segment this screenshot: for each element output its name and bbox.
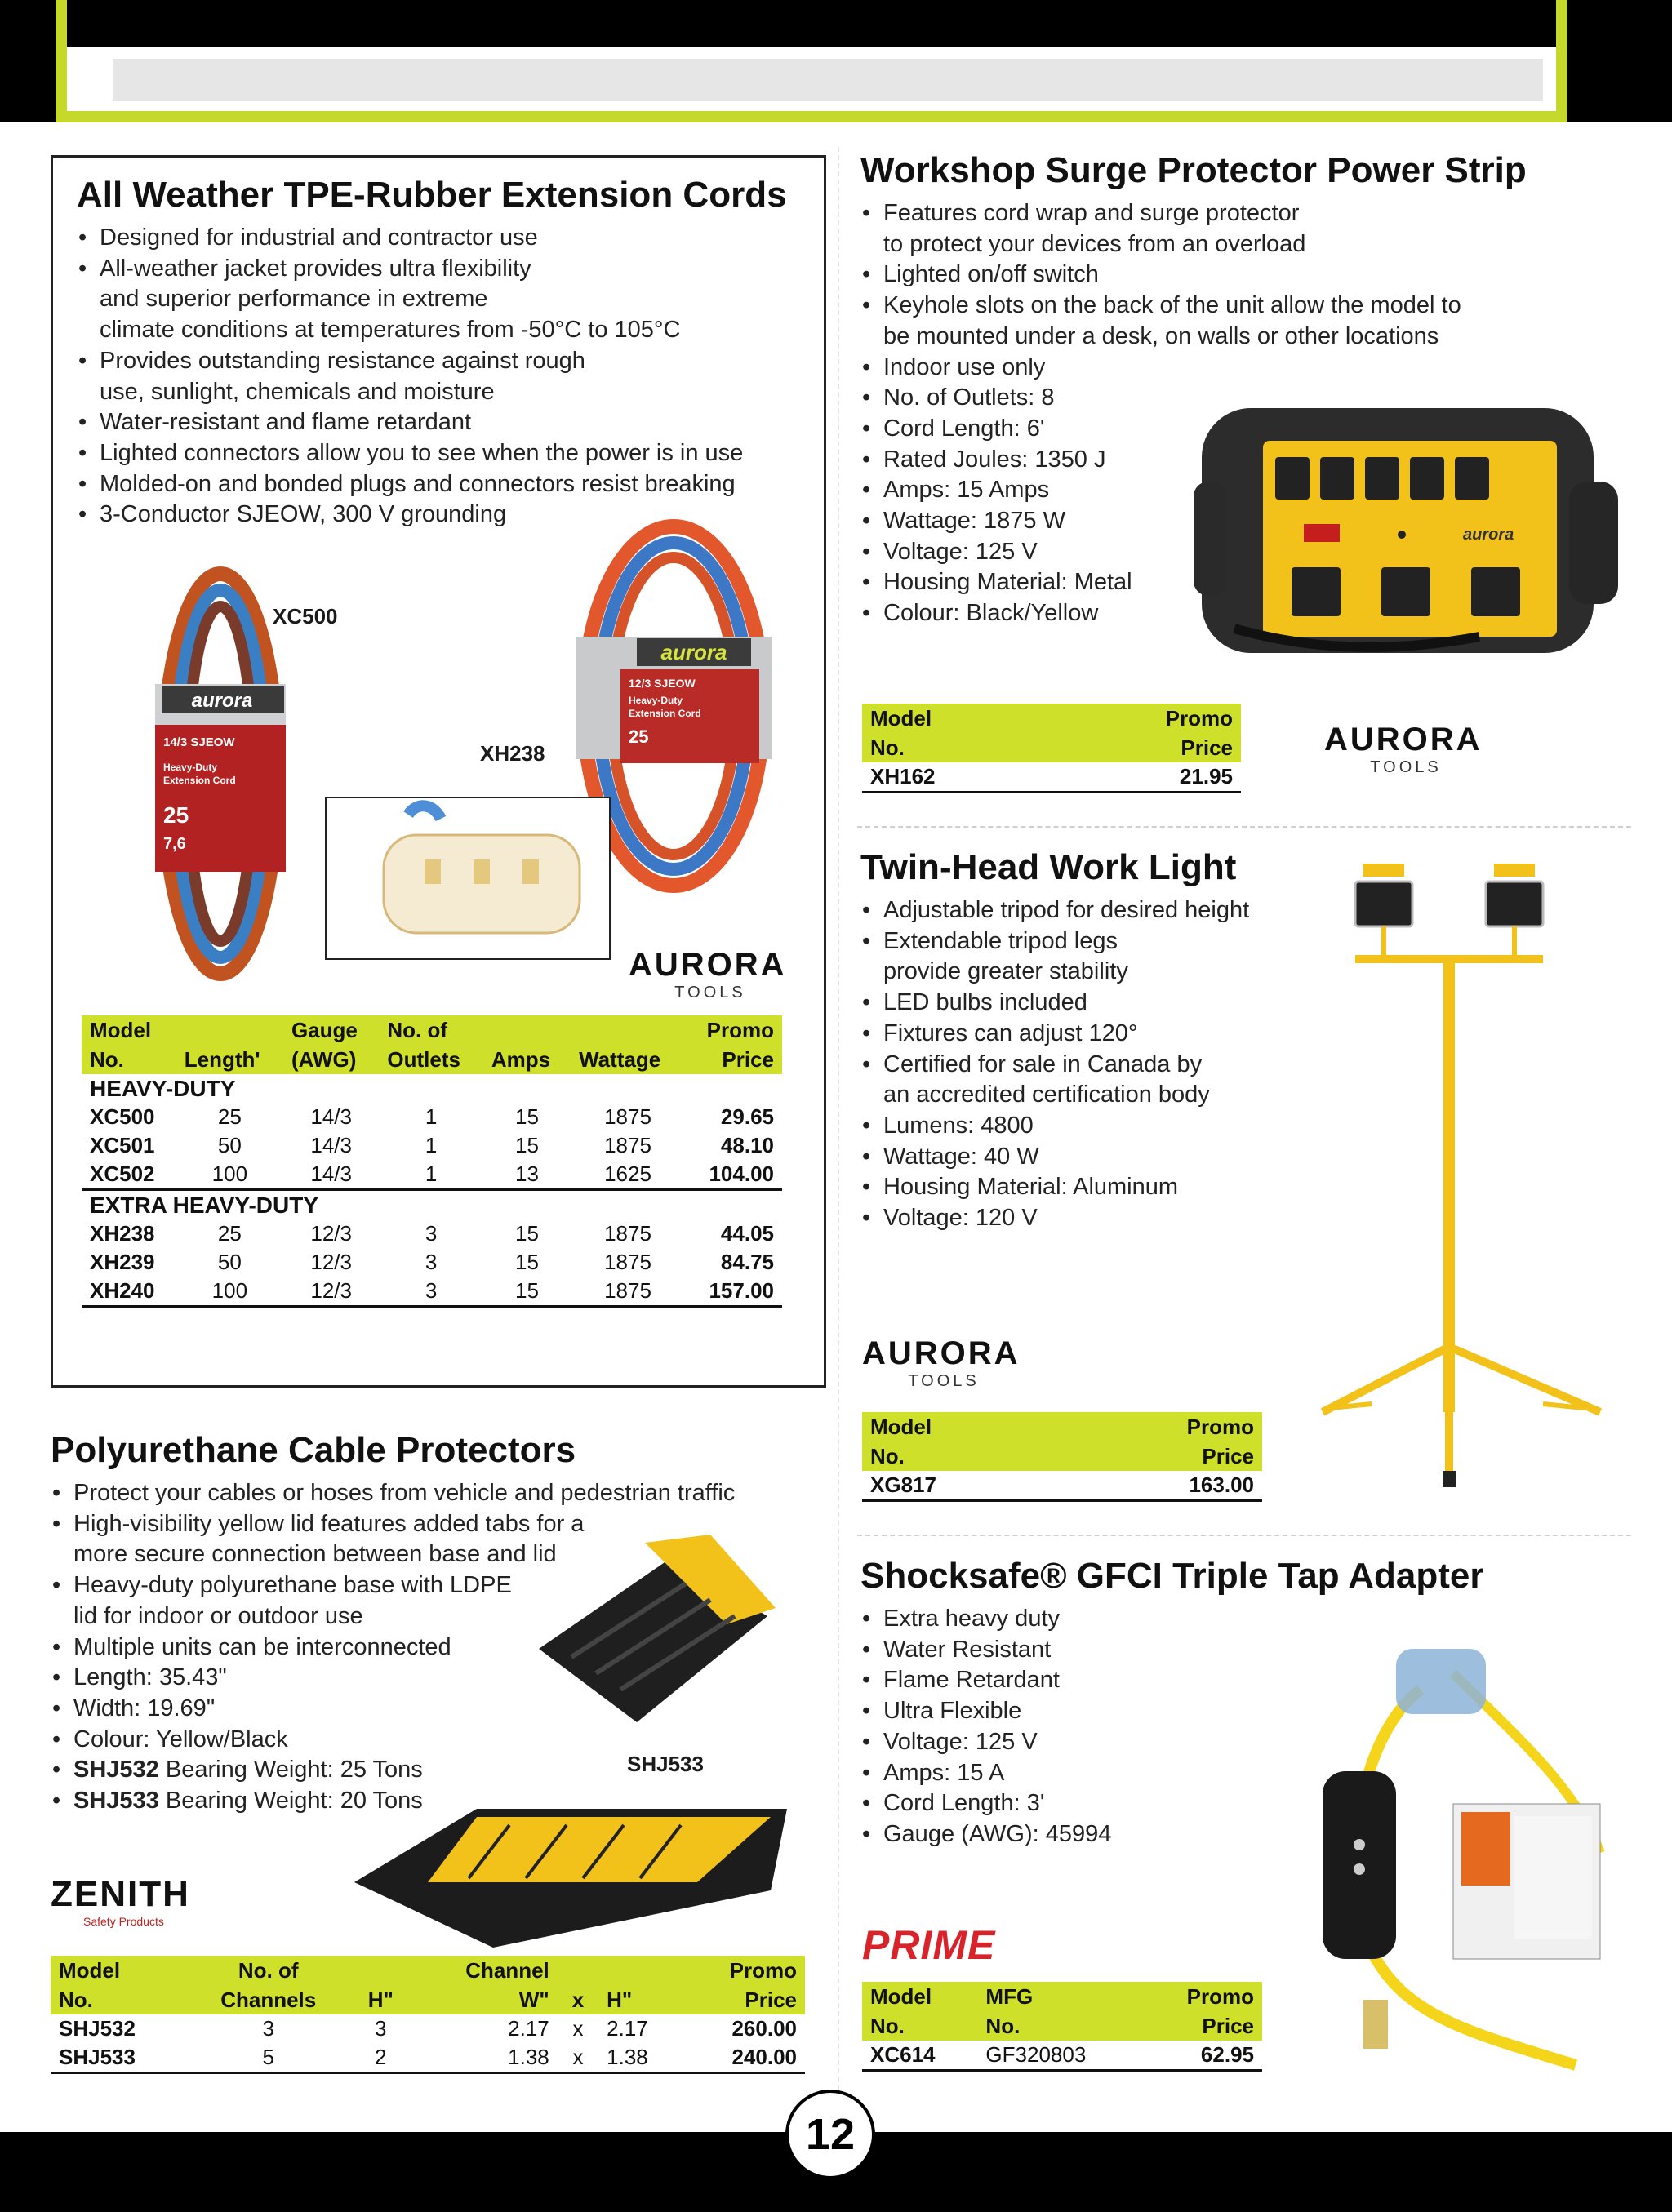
divider [857,1535,1631,1536]
th-mfg-no: No. [977,2011,1143,2041]
feature-item [860,1819,1111,1850]
table-cell: 157.00 [685,1277,782,1307]
header-accent-left [56,0,67,122]
table-cell: XC614 [862,2041,977,2071]
table-cell: 15 [515,1221,539,1246]
th-model: Model [82,1015,176,1045]
feature-item [860,1635,1111,1666]
table-cell: 29.65 [720,1104,774,1129]
table-cell: 1.38 [411,2043,558,2073]
table-cell: 3 [379,1277,482,1307]
table-cell: 240.00 [683,2043,805,2073]
table-cell: 15 [515,1133,539,1157]
surge-spec-table [862,704,1241,793]
zenith-subtitle: Safety Products [83,1915,164,1928]
table-row [51,2014,805,2043]
th-promo: Promo [683,1956,805,1985]
feature-item [860,1727,1111,1758]
feature-line: • Voltage: 125 V [883,538,1038,565]
feature-line: more secure connection between base and lid [73,1541,557,1568]
table-row [82,1219,782,1248]
light-aurora-logo [862,1335,1025,1391]
table-cell: 1875 [604,1133,651,1157]
table-cell: 25 [217,1104,242,1129]
th-model: Model [862,1982,977,2011]
gfci-spec-table-wrap [862,1982,1262,2072]
feature-line: • Length: 35.43" [73,1664,227,1691]
xc500-label: XC500 [273,604,338,629]
table-cell: 62.95 [1144,2041,1263,2071]
th-mfg: MFG [977,1982,1143,2011]
table-cell: 50 [217,1250,242,1274]
svg-text:25: 25 [163,802,189,828]
feature-item [860,1019,1249,1050]
table-cell: x [558,2043,598,2073]
table-cell: SHJ532 [59,2016,136,2041]
table-cell: 44.05 [720,1221,774,1246]
feature-line: • Indoor use only [883,353,1046,380]
th-price: Price [1049,733,1241,762]
table-cell: 1625 [571,1160,685,1190]
th-model: Model [862,1412,1061,1441]
th-no: No. [862,1441,1061,1471]
feature-item [860,1665,1111,1696]
table-cell: XH238 [90,1221,155,1246]
th-price: Price [683,1985,805,2014]
header-accent-right [1556,0,1568,122]
light-spec-table [862,1412,1262,1502]
svg-text:Extension Cord: Extension Cord [163,775,236,786]
feature-line: • Extra heavy duty [883,1606,1060,1632]
table-row [82,1131,782,1160]
table-cell: 2.17 [607,2016,648,2041]
aurora-brand: AURORA [1324,722,1483,757]
table-cell: XH240 [82,1277,176,1307]
feature-item [860,1111,1249,1142]
feature-line: • Flame Retardant [883,1667,1060,1694]
table-cell: 1875 [604,1221,651,1246]
svg-text:7,6: 7,6 [163,835,186,853]
th-no: No. [862,2011,977,2041]
table-cell: 12/3 [310,1221,352,1246]
th-outlets: No. of [379,1015,482,1045]
surge-product-brand: aurora [1463,526,1514,544]
th-model: Model [51,1956,187,1985]
feature-line: • Width: 19.69" [73,1695,216,1721]
table-cell: GF320803 [977,2041,1143,2071]
table-row [82,1248,782,1277]
feature-item [860,926,1249,988]
bearing-text: Bearing Weight: 20 Tons [158,1787,423,1814]
light-feature-list [860,895,1249,1234]
table-cell: XC500 [90,1104,155,1129]
table-cell: 1875 [604,1250,651,1274]
feature-item [860,1050,1249,1111]
table-cell: 1875 [604,1104,651,1129]
th-no: No. [82,1045,176,1074]
feature-item [860,260,1461,291]
th-blank [598,1956,683,1985]
feature-line: • Water-resistant and flame retardant [100,409,472,436]
feature-line: • Protect your cables or hoses from vehicle and pedestrian traffic [73,1480,736,1506]
feature-line: • Housing Material: Metal [883,569,1132,596]
gfci-product-image [1306,1641,1616,2102]
table-cell: 12/3 [310,1250,352,1274]
svg-text:aurora: aurora [191,690,253,712]
table-cell: 5 [187,2043,350,2073]
th-model: Model [862,704,1049,733]
th-gauge: Gauge [283,1015,379,1045]
feature-line: • Ultra Flexible [883,1698,1022,1725]
table-cell: XC501 [90,1133,155,1157]
th-channels: No. of [187,1956,350,1985]
th-blank [558,1956,598,1985]
feature-line: • Amps: 15 A [883,1759,1005,1786]
feature-line: • Heavy-duty polyurethane base with LDPE [73,1572,512,1599]
feature-line: an accredited certification body [883,1082,1210,1108]
th-price: Price [1144,2011,1263,2041]
th-length: Length' [176,1045,283,1074]
feature-line: and superior performance in extreme [100,286,488,313]
aurora-brand: AURORA [629,947,787,983]
column-divider [838,147,839,2130]
table-row [82,1160,782,1190]
bearing-model: SHJ532 [73,1757,159,1783]
table-cell: 14/3 [310,1104,352,1129]
table-cell: 1875 [571,1277,685,1307]
feature-item [860,1203,1249,1234]
cords-title: All Weather TPE-Rubber Extension Cords [77,175,787,215]
zenith-brand: ZENITH [51,1874,190,1914]
xc500-product-image [155,562,286,990]
surge-product-image [1185,392,1626,673]
table-row [862,1471,1262,1501]
aurora-brand: AURORA [862,1335,1021,1371]
table-cell: 15 [483,1277,571,1307]
light-spec-table-wrap [862,1412,1262,1502]
aurora-tools-text: TOOLS [674,984,746,1002]
svg-text:Extension Cord: Extension Cord [629,708,701,719]
feature-item [77,469,743,500]
header-accent-bottom [56,111,1568,122]
feature-line: • Cord Length: 3' [883,1790,1045,1817]
feature-line: • Designed for industrial and contractor use [100,224,538,251]
feature-line: • Lighted on/off switch [883,261,1099,288]
aurora-tools-text: TOOLS [1370,758,1442,776]
table-row [82,1277,782,1307]
feature-line: • Voltage: 120 V [883,1205,1038,1232]
svg-text:Heavy-Duty: Heavy-Duty [163,762,218,773]
feature-line: • Colour: Black/Yellow [883,600,1099,627]
feature-item [860,291,1461,352]
surge-aurora-logo [1324,722,1487,777]
cable-spec-table-wrap [51,1956,805,2074]
aurora-tools-text: TOOLS [908,1372,980,1390]
page-number: 12 [785,2090,875,2179]
svg-text:12/3 SJEOW: 12/3 SJEOW [629,677,696,690]
gfci-feature-list [860,1604,1111,1850]
feature-item [860,1758,1111,1789]
feature-line: lid for indoor or outdoor use [73,1602,363,1629]
table-cell: 50 [217,1133,242,1157]
bearing-item [51,1755,423,1786]
feature-line: use, sunlight, chemicals and moisture [100,378,495,405]
feature-line: be mounted under a desk, on walls or other locations [883,322,1439,349]
table-cell: SHJ533 [51,2043,187,2073]
feature-item [77,407,743,438]
table-cell: 21.95 [1049,762,1241,793]
feature-item [860,198,1461,260]
table-row [51,2043,805,2073]
th-awg: (AWG) [283,1045,379,1074]
feature-item [860,1172,1249,1203]
cable-title: Polyurethane Cable Protectors [51,1430,576,1470]
feature-item [860,1142,1249,1173]
feature-item [860,353,1461,384]
feature-line: • Voltage: 125 V [883,1728,1038,1755]
th-promo: Promo [1144,1982,1263,2011]
cords-spec-table [82,1015,782,1308]
prime-brand: PRIME [862,1922,996,1968]
feature-line: • Cord Length: 6' [883,415,1045,442]
table-cell: 100 [176,1277,283,1307]
th-blank [176,1015,283,1045]
th-blank [571,1015,685,1045]
table-cell: XH239 [90,1250,155,1274]
feature-line: • Colour: Yellow/Black [73,1726,288,1752]
th-wattage: Wattage [571,1045,685,1074]
table-row [862,762,1241,793]
table-cell: 2.17 [508,2016,549,2041]
feature-line: • High-visibility yellow lid features added tabs for a [73,1510,585,1537]
feature-item [77,223,743,254]
feature-line: • Rated Joules: 1350 J [883,446,1106,473]
shj533-label: SHJ533 [627,1752,704,1776]
section-extra-heavy-duty: EXTRA HEAVY-DUTY [82,1190,782,1220]
feature-line: • Housing Material: Aluminum [883,1174,1179,1201]
table-cell: 1 [425,1104,438,1129]
th-promo: Promo [1049,704,1241,733]
feature-line: • Amps: 15 Amps [883,477,1050,504]
feature-item [77,254,743,346]
cords-spec-table-wrap [82,1015,782,1308]
table-cell: 14/3 [310,1133,352,1157]
header-grey-bar [113,59,1543,101]
light-product-image [1298,857,1625,1514]
feature-item [77,346,743,407]
feature-line: to protect your devices from an overload [883,230,1306,257]
table-cell: 1 [425,1133,438,1157]
th-channel: Channel [411,1956,558,1985]
feature-line: • Water Resistant [883,1636,1052,1663]
table-cell: 260.00 [732,2016,797,2041]
table-cell: x [572,2016,584,2041]
table-cell: 3 [262,2016,274,2041]
section-heavy-duty: HEAVY-DUTY [90,1076,236,1101]
feature-line: • Extendable tripod legs [883,927,1118,954]
feature-line: • Multiple units can be interconnected [73,1633,451,1660]
gfci-spec-table [862,1982,1262,2072]
table-cell: 25 [217,1221,242,1246]
feature-line: • Lumens: 4800 [883,1112,1034,1139]
th-no: No. [51,1985,187,2014]
feature-line: • Provides outstanding resistance against rough [100,347,585,374]
table-cell: 3 [425,1221,438,1246]
th-w: W" [411,1985,558,2014]
table-cell: 2 [350,2043,411,2073]
surge-spec-table-wrap [862,704,1241,793]
feature-line: • Wattage: 40 W [883,1143,1039,1170]
header-frame-left [67,47,100,111]
feature-item [860,988,1249,1019]
th-outlets2: Outlets [379,1045,482,1074]
table-cell: XC502 [82,1160,176,1190]
feature-line: • All-weather jacket provides ultra flexibility [100,255,531,282]
table-cell: 15 [515,1250,539,1274]
th-promo: Promo [1061,1412,1262,1441]
bearing-text: Bearing Weight: 25 Tons [158,1757,423,1783]
th-x: x [558,1985,598,2014]
prime-logo [862,1921,995,1969]
feature-item [860,1696,1111,1727]
divider [857,826,1631,828]
th-channels2: Channels [187,1985,350,2014]
th-blank [350,1956,411,1985]
feature-line: • Keyhole slots on the back of the unit allow the model to [883,292,1461,319]
feature-item [51,1478,735,1509]
table-cell: XG817 [862,1471,1061,1501]
th-h: H" [350,1985,411,2014]
cable-spec-table [51,1956,805,2074]
feature-line: • No. of Outlets: 8 [883,384,1055,411]
feature-line: • Fixtures can adjust 120° [883,1019,1138,1046]
feature-line: • Molded-on and bonded plugs and connectors resist breaking [100,470,736,497]
cords-aurora-logo [629,947,792,1002]
gfci-title: Shocksafe® GFCI Triple Tap Adapter [860,1556,1484,1596]
svg-text:14/3 SJEOW: 14/3 SJEOW [163,735,235,749]
bearing-model: SHJ533 [73,1787,159,1814]
feature-line: provide greater stability [883,958,1128,985]
th-blank [483,1015,571,1045]
th-promo: Promo [685,1015,782,1045]
table-row [862,2041,1262,2071]
zenith-logo [51,1874,230,1928]
surge-title: Workshop Surge Protector Power Strip [860,150,1527,190]
feature-line: • Features cord wrap and surge protector [883,200,1300,226]
table-cell: 104.00 [685,1160,782,1190]
xh238-connector-inset [325,797,611,960]
table-cell: XH162 [862,762,1049,793]
shj532-product-image [522,1526,784,1751]
table-cell: 163.00 [1061,1471,1262,1501]
feature-item [77,438,743,469]
th-h2: H" [598,1985,683,2014]
svg-text:aurora: aurora [660,640,727,664]
th-price: Price [685,1045,782,1074]
feature-item [860,1604,1111,1635]
table-cell: 13 [483,1160,571,1190]
table-cell: 1.38 [598,2043,683,2073]
feature-line: • Gauge (AWG): 45994 [883,1820,1112,1847]
shj533-product-image [346,1792,787,1960]
feature-line: • Lighted connectors allow you to see when the power is in use [100,439,744,466]
svg-text:Heavy-Duty: Heavy-Duty [629,695,683,706]
xh238-label: XH238 [480,741,545,766]
table-cell: 84.75 [720,1250,774,1274]
table-cell: 15 [515,1104,539,1129]
svg-text:25: 25 [629,726,649,747]
feature-line: • Wattage: 1875 W [883,508,1065,535]
table-cell: 48.10 [720,1133,774,1157]
feature-line: • 3-Conductor SJEOW, 300 V grounding [100,501,507,528]
feature-item [860,895,1249,926]
feature-line: • Adjustable tripod for desired height [883,897,1250,923]
table-row [82,1103,782,1131]
feature-line: • LED bulbs included [883,989,1087,1016]
feature-line: • Certified for sale in Canada by [883,1050,1203,1077]
feature-line: climate conditions at temperatures from -50°C to 105°C [100,317,681,344]
th-no: No. [862,733,1049,762]
header-inner [67,0,1556,47]
table-cell: 3 [375,2016,387,2041]
light-title: Twin-Head Work Light [860,847,1237,887]
table-cell: 1 [379,1160,482,1190]
th-price: Price [1061,1441,1262,1471]
cords-feature-list [77,223,743,531]
table-cell: 12/3 [283,1277,379,1307]
table-cell: 14/3 [283,1160,379,1190]
table-cell: 100 [176,1160,283,1190]
feature-item [860,1788,1111,1819]
th-amps: Amps [483,1045,571,1074]
table-cell: 3 [425,1250,438,1274]
